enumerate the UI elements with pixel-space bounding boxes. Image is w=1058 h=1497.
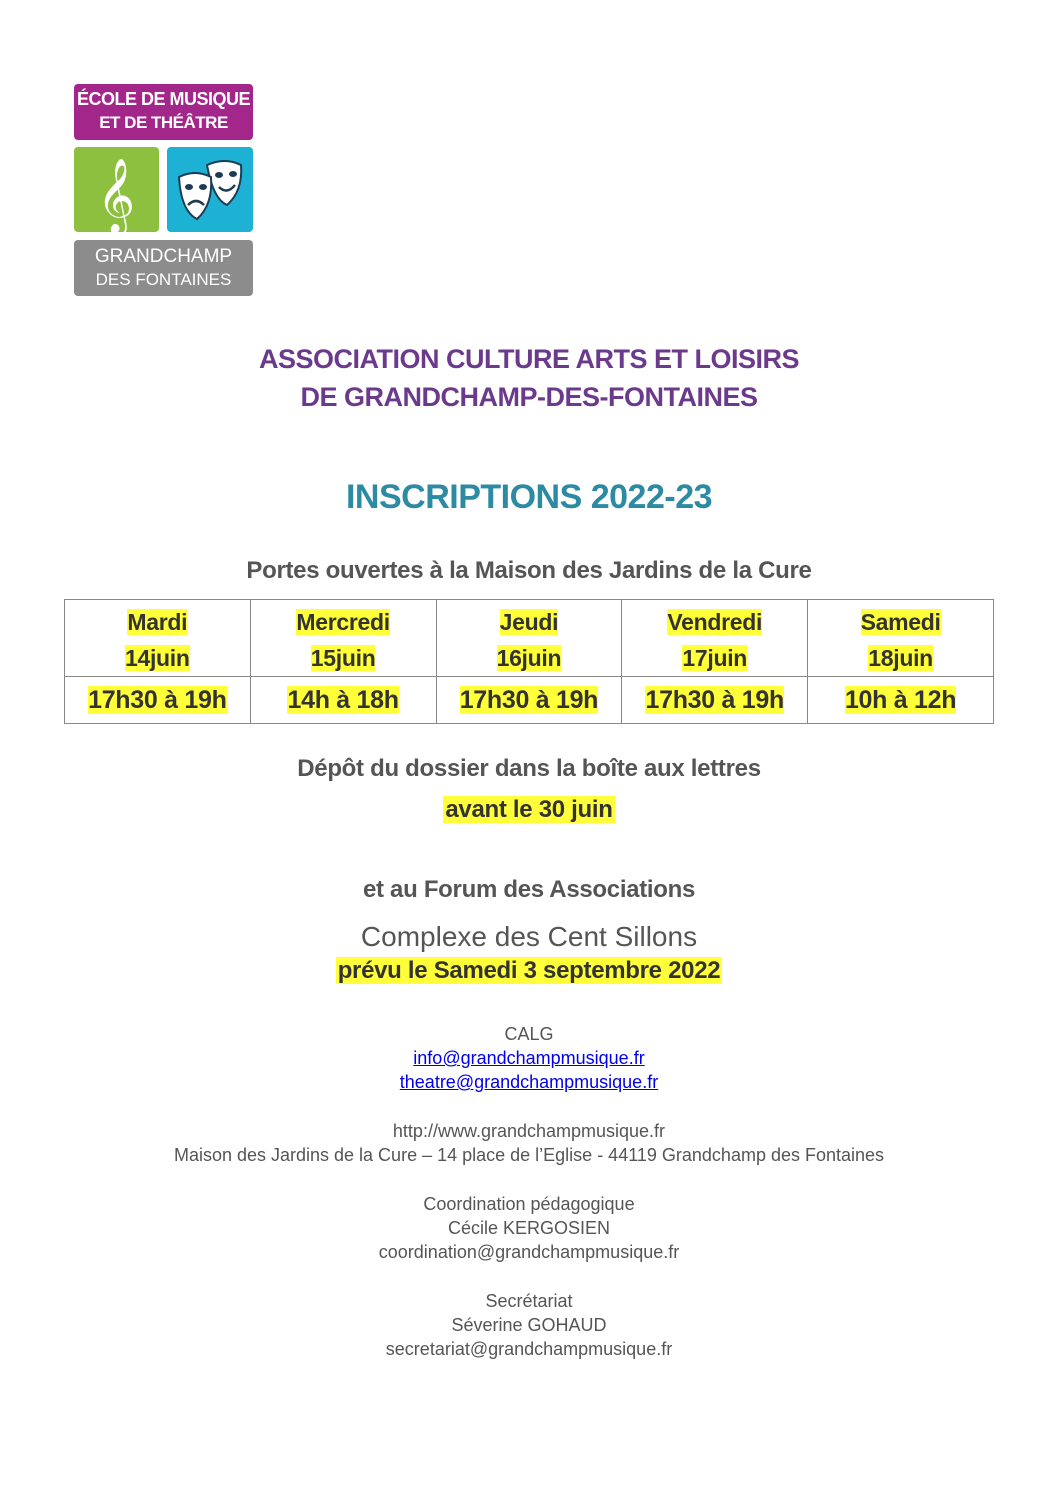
forum-date-row bbox=[0, 957, 1058, 985]
email-info-link[interactable]: info@grandchampmusique.fr bbox=[413, 1048, 645, 1068]
schedule-cell-vendredi bbox=[622, 600, 808, 677]
forum-heading: et au Forum des Associations bbox=[362, 876, 696, 903]
hours-text: 17h30 à 19h bbox=[88, 686, 227, 714]
day-date: 17juin bbox=[682, 645, 748, 671]
theatre-masks-icon bbox=[167, 147, 253, 232]
day-name: Vendredi bbox=[667, 609, 763, 635]
hours-cell bbox=[250, 677, 436, 724]
schedule-cell-samedi bbox=[808, 600, 994, 677]
day-name: Jeudi bbox=[499, 609, 559, 635]
hours-cell bbox=[808, 677, 994, 724]
day-date: 15juin bbox=[310, 645, 376, 671]
schedule-table bbox=[64, 599, 994, 724]
deposit-heading: Dépôt du dossier dans la boîte aux lettres bbox=[297, 755, 761, 782]
day-date: 16juin bbox=[496, 645, 562, 671]
deposit-deadline: avant le 30 juin bbox=[445, 796, 613, 823]
deposit-deadline-row bbox=[0, 796, 1058, 824]
association-line2: DE GRANDCHAMP-DES-FONTAINES bbox=[300, 382, 758, 412]
logo-line2: ET DE THÉÂTRE bbox=[99, 113, 228, 132]
hours-text: 17h30 à 19h bbox=[459, 686, 599, 714]
logo-city-banner bbox=[74, 240, 253, 296]
hours-cell bbox=[65, 677, 251, 724]
contact-block bbox=[0, 1022, 1058, 1361]
website-url: http://www.grandchampmusique.fr bbox=[392, 1121, 666, 1141]
email-theatre-link[interactable]: theatre@grandchampmusique.fr bbox=[399, 1072, 659, 1092]
day-date: 18juin bbox=[868, 645, 933, 671]
hours-cell bbox=[436, 677, 622, 724]
coordination-title: Coordination pédagogique bbox=[423, 1194, 635, 1214]
logo-school-banner bbox=[74, 84, 253, 140]
hours-text: 17h30 à 19h bbox=[645, 686, 784, 714]
hours-text: 14h à 18h bbox=[287, 686, 399, 714]
page-title: INSCRIPTIONS 2022-23 bbox=[345, 478, 713, 516]
logo-city2: DES FONTAINES bbox=[95, 270, 232, 289]
day-name: Samedi bbox=[860, 609, 941, 635]
association-line1: ASSOCIATION CULTURE ARTS ET LOISIRS bbox=[258, 344, 799, 374]
org-name: CALG bbox=[504, 1024, 554, 1044]
hours-cell bbox=[622, 677, 808, 724]
secretariat-email: secretariat@grandchampmusique.fr bbox=[385, 1339, 673, 1359]
logo-line1: ÉCOLE DE MUSIQUE bbox=[76, 89, 251, 109]
schedule-cell-mercredi bbox=[250, 600, 436, 677]
svg-text:𝄞: 𝄞 bbox=[97, 159, 135, 232]
day-name: Mardi bbox=[127, 609, 188, 635]
day-name: Mercredi bbox=[296, 609, 390, 635]
coordination-name: Cécile KERGOSIEN bbox=[447, 1218, 611, 1238]
open-days-heading: Portes ouvertes à la Maison des Jardins de la Cure bbox=[246, 557, 812, 584]
schedule-cell-mardi bbox=[65, 600, 251, 677]
hours-text: 10h à 12h bbox=[844, 686, 957, 714]
forum-date: prévu le Samedi 3 septembre 2022 bbox=[337, 957, 721, 984]
schedule-day-row bbox=[65, 600, 994, 677]
coordination-email: coordination@grandchampmusique.fr bbox=[378, 1242, 680, 1262]
schedule-hours-row bbox=[65, 677, 994, 724]
schedule-cell-jeudi bbox=[436, 600, 622, 677]
secretariat-title: Secrétariat bbox=[485, 1291, 573, 1311]
treble-clef-icon bbox=[74, 147, 159, 232]
secretariat-name: Séverine GOHAUD bbox=[451, 1315, 607, 1335]
association-name bbox=[0, 340, 1058, 416]
logo-city1: GRANDCHAMP bbox=[94, 246, 233, 267]
day-date: 14juin bbox=[124, 645, 190, 671]
forum-place: Complexe des Cent Sillons bbox=[360, 921, 698, 952]
address: Maison des Jardins de la Cure – 14 place de l’Eglise - 44119 Grandchamp des Fontaines bbox=[173, 1145, 885, 1165]
